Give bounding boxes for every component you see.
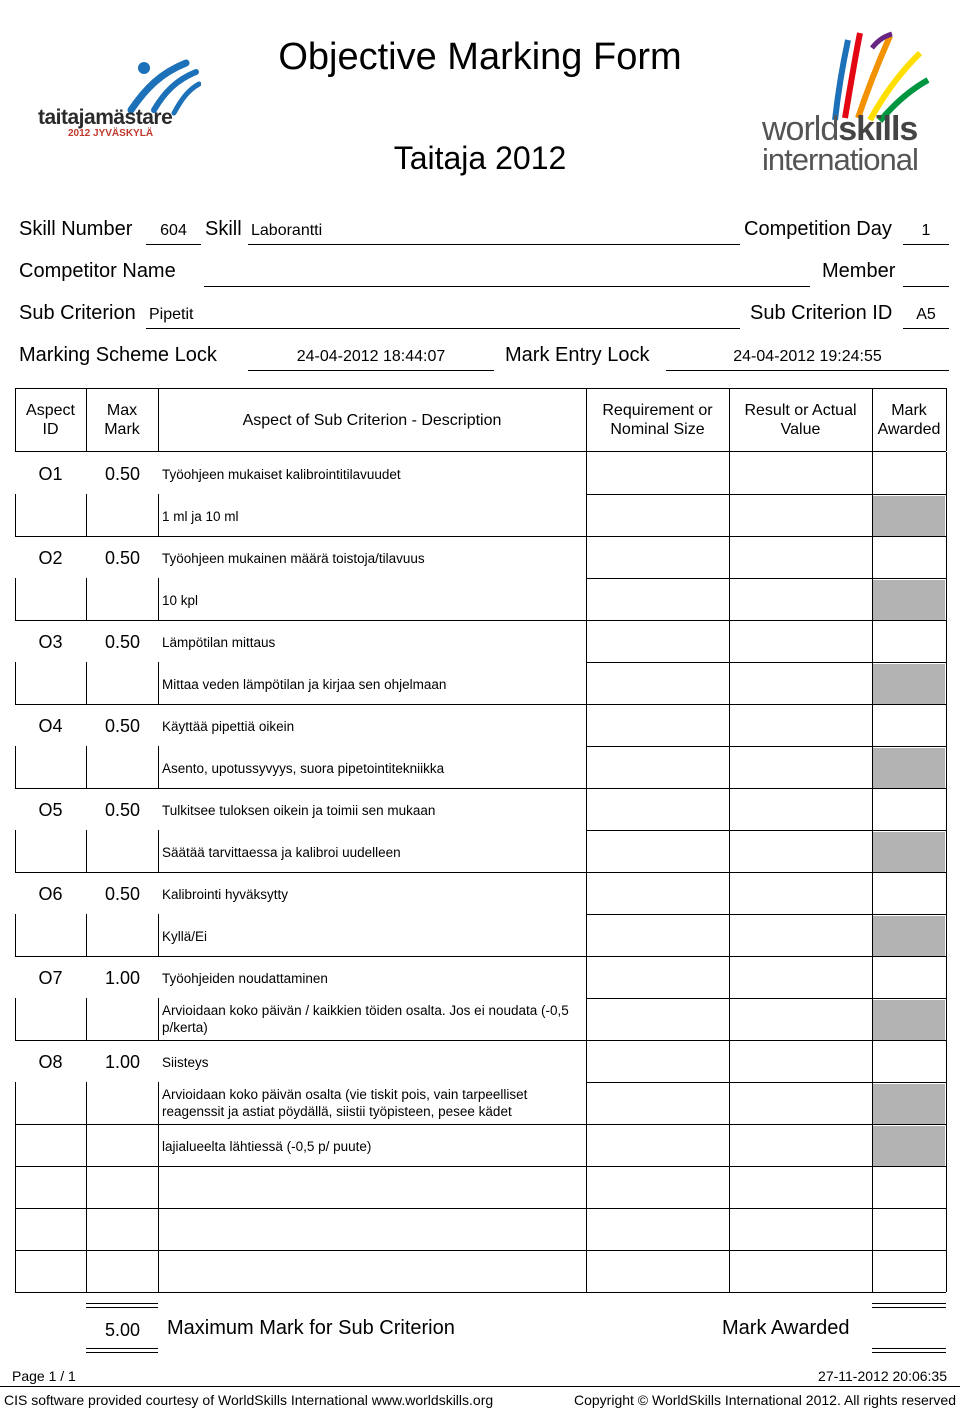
mark-awarded-cell[interactable] [874,621,945,661]
mark-awarded-label: Mark Awarded [722,1317,850,1339]
cell-divider [729,956,730,998]
cell-divider [86,1082,87,1124]
awarded-cell-disabled [873,580,945,620]
cell-divider [15,662,16,704]
worldskills-logo-line1: worldskills [762,110,918,148]
result-cell[interactable] [731,957,871,997]
cell-divider [158,998,159,1040]
aspect-description: Työohjeen mukaiset kalibrointitilavuudet [162,467,401,482]
cell-divider [15,746,16,788]
sub-criterion-label: Sub Criterion [19,302,136,324]
aspect-description: Työohjeen mukainen määrä toistoja/tilavuus [162,551,425,566]
aspect-description: Työohjeiden noudattaminen [162,971,328,986]
aspect-id: O1 [38,464,63,484]
cell-divider [729,662,730,704]
cell-divider [15,1124,16,1166]
awarded-cell-disabled [873,748,945,788]
competitor-name-label: Competitor Name [19,260,176,282]
cell-divider [729,1208,730,1250]
member-label: Member [822,260,896,282]
cell-divider [946,998,947,1040]
cell-divider [586,830,587,872]
cell-divider [15,830,16,872]
max-mark: 0.50 [104,464,140,484]
result-cell[interactable] [731,1083,871,1123]
cell-divider [158,746,159,788]
cell-divider [586,704,587,746]
mark-awarded-cell[interactable] [874,537,945,577]
cell-divider [15,1250,16,1292]
header-divider [946,388,947,451]
skill-number-value[interactable]: 604 [160,222,187,239]
result-cell[interactable] [731,1167,871,1207]
cell-divider [15,494,16,536]
result-cell[interactable] [731,873,871,913]
table-row [0,788,960,830]
cell-divider [729,830,730,872]
cell-divider [946,1040,947,1082]
aspect-description: Tulkitsee tuloksen oikein ja toimii sen mukaan [162,803,436,818]
result-cell[interactable] [731,1251,871,1291]
sub-criterion-value[interactable]: Pipetit [149,306,194,323]
cell-divider [586,1250,587,1292]
cell-divider [729,872,730,914]
aspect-id: O8 [38,1052,63,1072]
aspect-detail: Mittaa veden lämpötilan ja kirjaa sen ohjelmaan [162,677,447,692]
cell-divider [946,620,947,662]
header-result: Result or Actual Value [744,402,857,438]
cell-divider [15,998,16,1040]
cell-divider [86,914,87,956]
cell-divider [586,746,587,788]
cell-divider [872,1208,873,1250]
cell-divider [729,1040,730,1082]
max-mark: 1.00 [104,1052,140,1072]
result-cell[interactable] [731,747,871,787]
row-border [15,1292,946,1293]
cell-divider [946,494,947,536]
footer-copyright: Copyright © WorldSkills International 2012. All rights reserved [573,1392,956,1408]
awarded-cell-disabled [873,496,945,536]
cell-divider [872,956,873,998]
cell-divider [158,578,159,620]
aspect-id: O7 [38,968,63,988]
marking-scheme-lock-label: Marking Scheme Lock [19,344,217,366]
awarded-bottom-rule [872,1348,946,1349]
result-cell[interactable] [731,663,871,703]
cell-divider [15,914,16,956]
cell-divider [872,1040,873,1082]
cell-divider [729,620,730,662]
cell-divider [946,788,947,830]
cell-divider [729,998,730,1040]
sub-criterion-id-label: Sub Criterion ID [750,302,893,324]
cell-divider [158,1208,159,1250]
table-row [0,452,960,494]
sub-criterion-id-value[interactable]: A5 [916,306,936,323]
total-bottom-rule [86,1348,158,1349]
aspect-detail: 1 ml ja 10 ml [162,509,239,524]
cell-divider [158,914,159,956]
cell-divider [946,1124,947,1166]
cell-divider [729,788,730,830]
footer-rule [0,1386,960,1387]
cell-divider [86,494,87,536]
cell-divider [15,1208,16,1250]
table-row [0,998,960,1040]
cell-divider [158,1250,159,1292]
awarded-cell-disabled [873,664,945,704]
cell-divider [158,494,159,536]
aspect-id: O5 [38,800,63,820]
cell-divider [946,830,947,872]
marking-scheme-lock-value: 24-04-2012 18:44:07 [296,348,446,365]
mark-awarded-cell[interactable] [874,705,945,745]
max-mark-total: 5.00 [104,1320,140,1340]
table-row [0,830,960,872]
skill-value[interactable]: Laborantti [251,222,323,239]
header-requirement: Requirement or Nominal Size [602,402,713,438]
cell-divider [586,872,587,914]
cell-divider [158,1082,159,1124]
mark-awarded-cell[interactable] [874,873,945,913]
awarded-cell-disabled [873,1126,945,1166]
mark-awarded-total[interactable] [872,1312,946,1346]
taitaja-logo-text: taitajamästare [38,106,173,129]
table-row [0,620,960,662]
table-row [0,536,960,578]
awarded-top-rule [872,1303,946,1304]
mark-awarded-cell[interactable] [874,789,945,829]
taitaja-logo-subtext: 2012 JYVÄSKYLÄ [68,128,154,139]
skill-number-label: Skill Number [19,218,133,240]
print-timestamp: 27-11-2012 20:06:35 [818,1368,947,1384]
mark-awarded-cell[interactable] [874,1041,945,1081]
cell-divider [729,452,730,494]
cell-divider [729,1166,730,1208]
cell-divider [86,1166,87,1208]
cell-divider [729,536,730,578]
total-bottom-rule-2 [86,1352,158,1353]
cell-divider [586,578,587,620]
result-cell[interactable] [731,495,871,535]
table-row [0,578,960,620]
aspect-id: O4 [38,716,63,736]
cell-divider [15,1082,16,1124]
cell-divider [729,1082,730,1124]
max-mark: 0.50 [104,800,140,820]
table-row [0,1082,960,1124]
cell-divider [586,1166,587,1208]
awarded-cell-disabled [873,832,945,872]
table-row [0,872,960,914]
table-row [0,704,960,746]
cell-divider [946,536,947,578]
table-row [0,1166,960,1208]
aspect-description: Kalibrointi hyväksytty [162,887,289,902]
cell-divider [729,494,730,536]
aspect-detail: lajialueelta lähtiessä (-0,5 p/ puute) [162,1139,372,1154]
cell-divider [946,1250,947,1292]
result-cell[interactable] [731,1209,871,1249]
cell-divider [946,956,947,998]
table-row [0,662,960,704]
result-cell[interactable] [731,1041,871,1081]
cell-divider [872,1250,873,1292]
cell-divider [86,1208,87,1250]
cell-divider [15,578,16,620]
cell-divider [586,1040,587,1082]
cell-divider [586,998,587,1040]
max-mark-label: Maximum Mark for Sub Criterion [167,1317,455,1339]
header-description: Aspect of Sub Criterion - Description [242,412,502,429]
cell-divider [86,662,87,704]
cell-divider [946,704,947,746]
cell-divider [586,914,587,956]
cell-divider [872,536,873,578]
cell-divider [158,1124,159,1166]
aspect-detail: Asento, upotussyvyys, suora pipetointitekniikka [162,761,445,776]
cell-divider [872,620,873,662]
cell-divider [946,662,947,704]
aspect-detail: Kyllä/Ei [162,929,208,944]
aspect-description: Siisteys [162,1055,209,1070]
aspect-detail: Arvioidaan koko päivän osalta (vie tiskit pois, vain tarpeelliset reagenssit ja astiat pöydällä, siistii työpisteen, pesee kädet [162,1087,528,1119]
cell-divider [158,662,159,704]
header-max-mark: Max Mark [104,402,140,438]
result-cell[interactable] [731,579,871,619]
awarded-bottom-rule-2 [872,1352,946,1353]
table-row [0,746,960,788]
form-subtitle: Taitaja 2012 [393,140,567,176]
form-title: Objective Marking Form [278,36,682,78]
cell-divider [586,620,587,662]
cell-divider [15,1166,16,1208]
awarded-cell-disabled [873,916,945,956]
mark-entry-lock-value: 24-04-2012 19:24:55 [733,348,882,365]
result-cell[interactable] [731,705,871,745]
total-top-rule [86,1303,158,1304]
max-mark: 0.50 [104,884,140,904]
result-cell[interactable] [731,621,871,661]
table-row [0,1040,960,1082]
aspect-id: O3 [38,632,63,652]
cell-divider [586,452,587,494]
cell-divider [946,746,947,788]
table-row [0,494,960,536]
cell-divider [86,746,87,788]
cell-divider [586,788,587,830]
cell-divider [86,998,87,1040]
mark-awarded-cell[interactable] [874,453,945,493]
header-mark-awarded: Mark Awarded [877,402,941,438]
table-top-border [15,388,946,389]
aspect-id: O6 [38,884,63,904]
table-row [0,914,960,956]
cell-divider [586,1208,587,1250]
aspect-description: Käyttää pipettiä oikein [162,719,295,734]
cell-divider [86,1250,87,1292]
result-cell[interactable] [731,831,871,871]
aspect-detail: Arvioidaan koko päivän / kaikkien töiden osalta. Jos ei noudata (-0,5 p/kerta) [162,1003,569,1035]
awarded-cell-disabled [873,1000,945,1040]
table-row [0,1124,960,1166]
table-row [0,956,960,998]
page-number: Page 1 / 1 [12,1368,76,1384]
max-mark: 0.50 [104,632,140,652]
cell-divider [586,956,587,998]
max-mark: 0.50 [104,716,140,736]
cell-divider [586,494,587,536]
result-cell[interactable] [731,999,871,1039]
result-cell[interactable] [731,915,871,955]
max-mark: 1.00 [104,968,140,988]
mark-entry-lock-label: Mark Entry Lock [505,344,650,366]
cell-divider [586,1124,587,1166]
cell-divider [86,1124,87,1166]
cell-divider [86,830,87,872]
cell-divider [872,704,873,746]
aspect-id: O2 [38,548,63,568]
cell-divider [586,662,587,704]
competition-day-label: Competition Day [744,218,892,240]
cell-divider [729,746,730,788]
cell-divider [946,872,947,914]
aspect-detail: 10 kpl [162,593,199,608]
max-mark: 0.50 [104,548,140,568]
cell-divider [729,914,730,956]
cell-divider [158,1166,159,1208]
cell-divider [946,914,947,956]
cell-divider [946,1166,947,1208]
cell-divider [872,452,873,494]
cell-divider [872,1166,873,1208]
cell-divider [946,578,947,620]
cell-divider [872,872,873,914]
skill-label: Skill [205,218,242,240]
result-cell[interactable] [731,453,871,493]
competition-day-value[interactable]: 1 [921,222,931,239]
aspect-description: Lämpötilan mittaus [162,635,276,650]
worldskills-logo-line2: international [762,142,918,177]
cell-divider [946,1082,947,1124]
cell-divider [586,536,587,578]
cell-divider [729,704,730,746]
cell-divider [158,830,159,872]
result-cell[interactable] [731,789,871,829]
cell-divider [872,788,873,830]
result-cell[interactable] [731,537,871,577]
cell-divider [729,1124,730,1166]
cell-divider [729,578,730,620]
header-aspect-id: Aspect ID [26,402,75,438]
mark-awarded-cell[interactable] [874,957,945,997]
aspect-detail: Säätää tarvittaessa ja kalibroi uudelleen [162,845,401,860]
cell-divider [86,578,87,620]
footer-credit: CIS software provided courtesy of WorldSkills International www.worldskills.org [4,1392,494,1408]
cell-divider [946,452,947,494]
cell-divider [729,1250,730,1292]
table-row [0,1250,960,1292]
table-row [0,1208,960,1250]
awarded-cell-disabled [873,1084,945,1124]
total-top-rule-2 [86,1307,158,1308]
cell-divider [586,1082,587,1124]
result-cell[interactable] [731,1125,871,1165]
awarded-top-rule-2 [872,1307,946,1308]
cell-divider [946,1208,947,1250]
